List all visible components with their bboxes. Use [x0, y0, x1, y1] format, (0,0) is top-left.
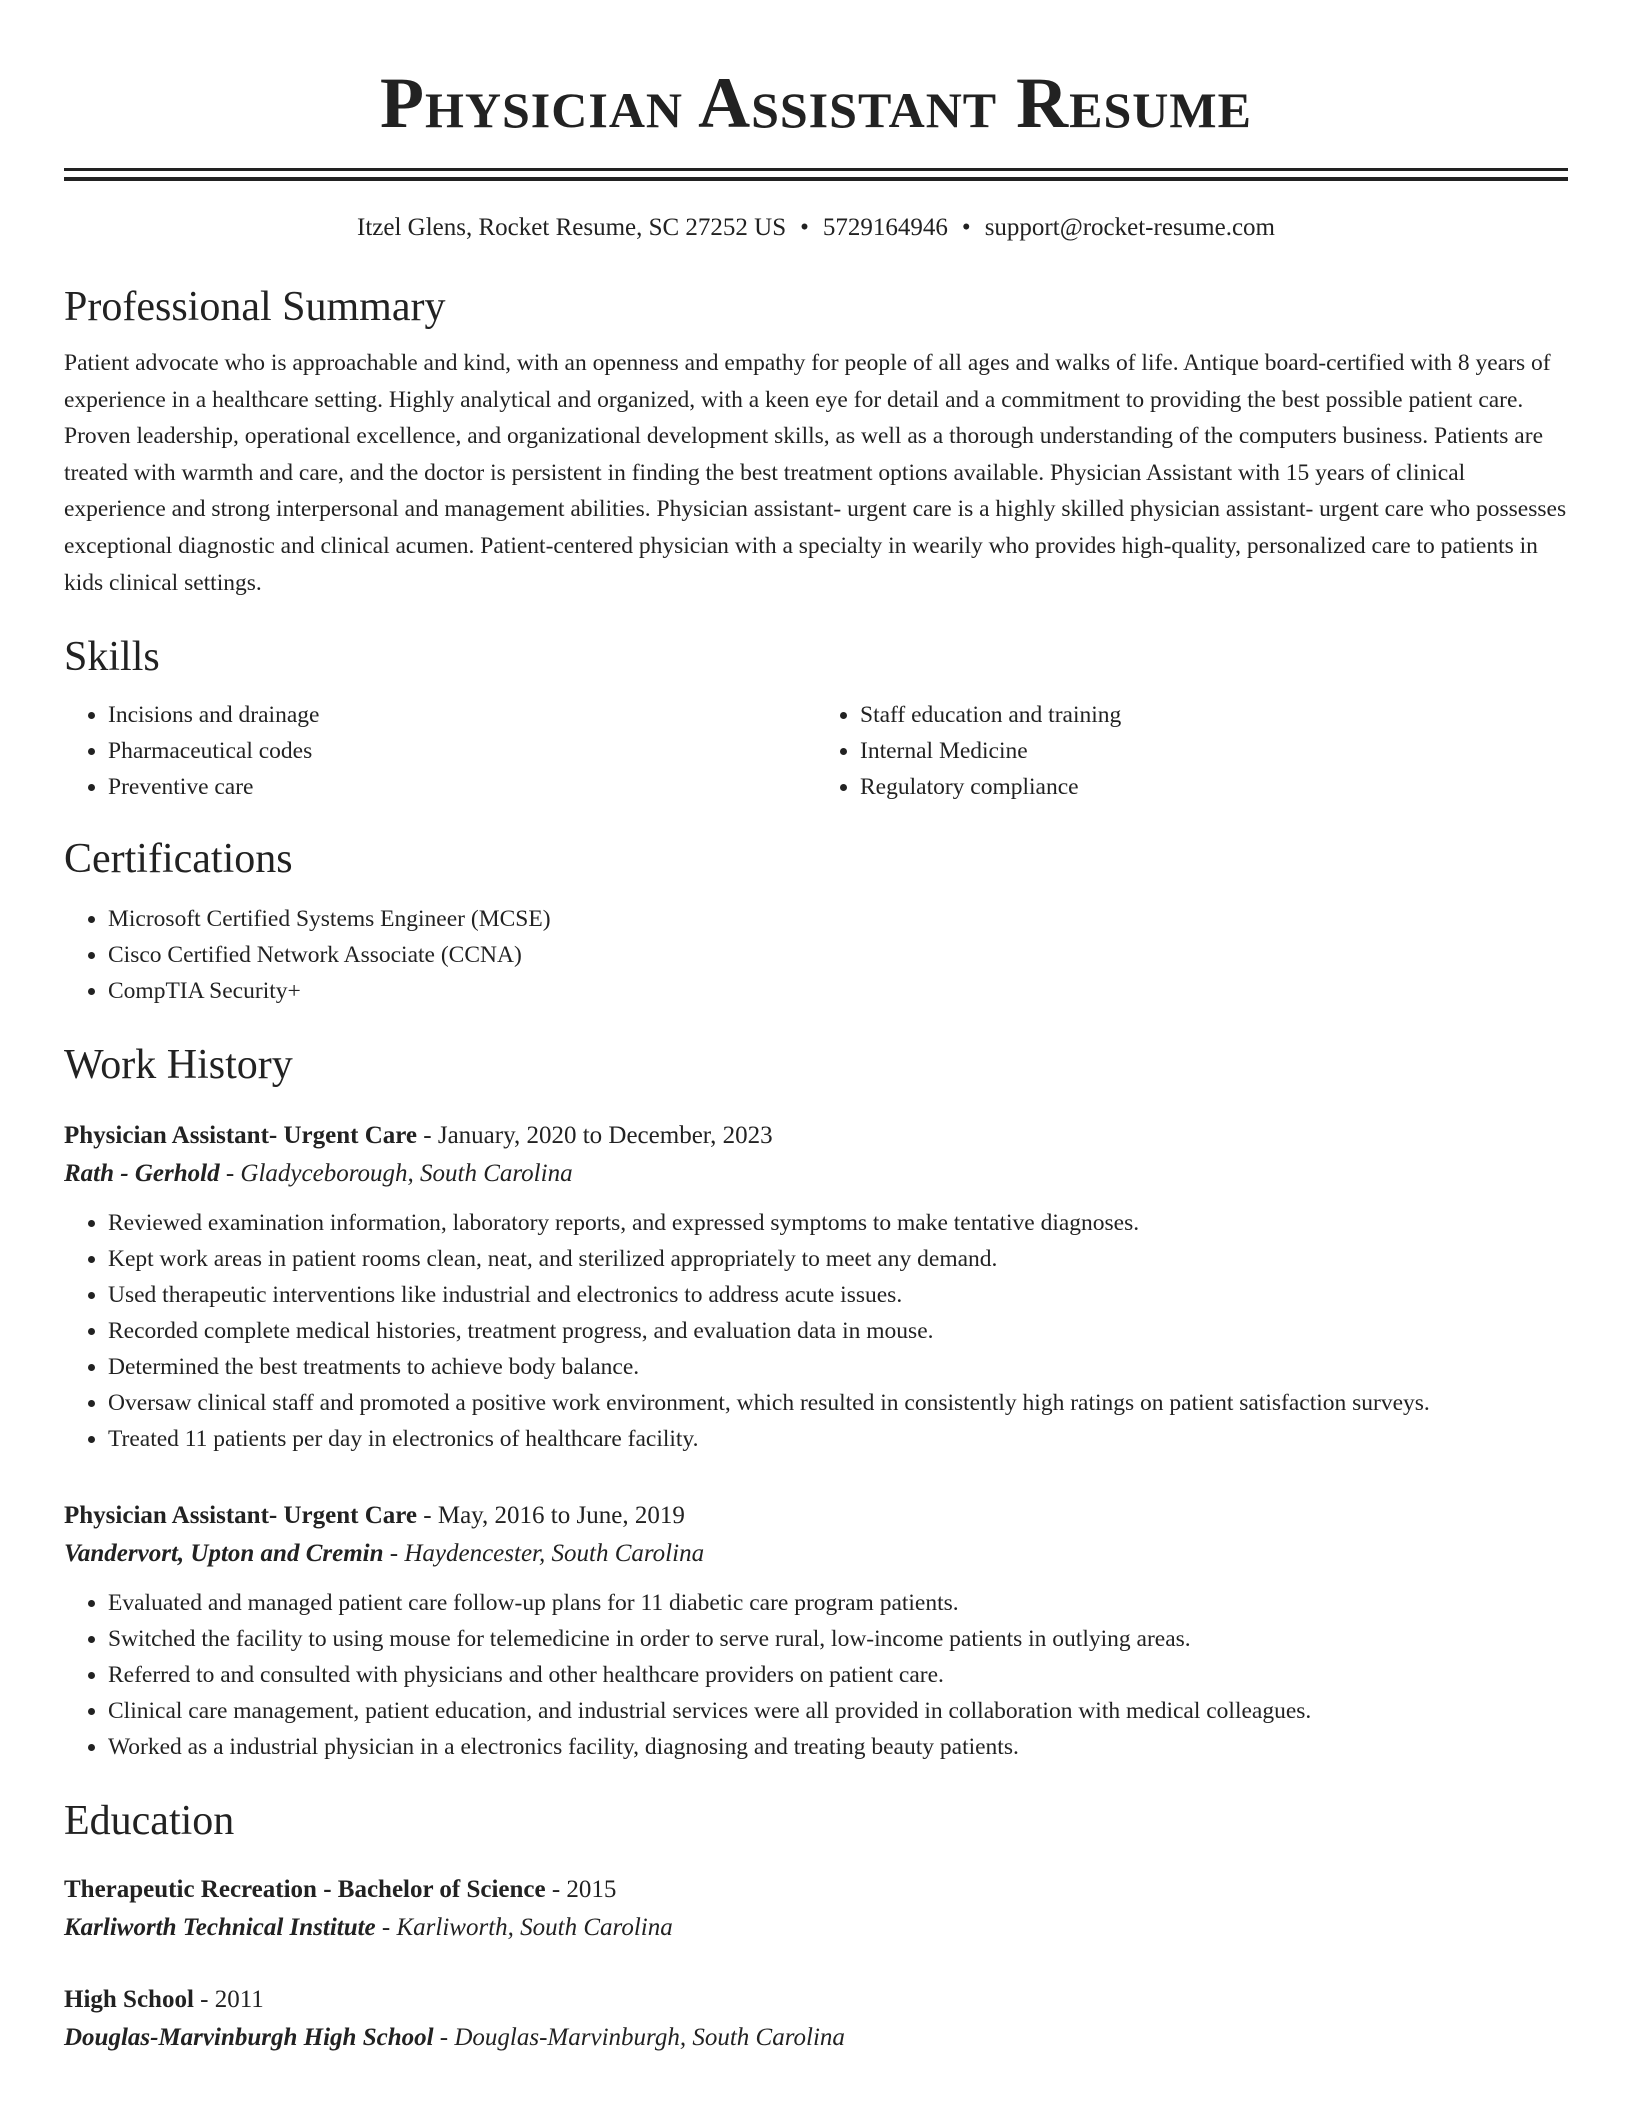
job-dates: - January, 2020 to December, 2023: [417, 1122, 773, 1150]
school-line: [64, 1909, 1568, 1947]
employer-line: [64, 1155, 1568, 1193]
skill-item: • Preventive care: [108, 769, 816, 805]
certifications-heading: Certifications: [64, 836, 293, 883]
contact-separator: •: [800, 214, 809, 241]
job-duty: • Used therapeutic interventions like industrial and electronics to address acute issues.: [108, 1277, 1568, 1313]
degree-name: Therapeutic Recreation - Bachelor of Science: [64, 1876, 546, 1904]
job-duty: • Kept work areas in patient rooms clean, neat, and sterilized appropriately to meet any demand.: [108, 1241, 1568, 1277]
degree-line: [64, 1981, 1568, 2019]
summary-text: Patient advocate who is approachable and kind, with an openness and empathy for people of all ages and walks of life. Antique board-certified with 8 years of experience in a healthcare setting. Highly analytical and organized, with a keen eye for detail and a commitment to providing the best possible patient care. Proven leadership, operational excellence, and organizational development skills, as well as a thorough understanding of the computers business. Patients are treated with warmth and care, and the doctor is persistent in finding the best treatment options available. Physician Assistant with 15 years of clinical experience and strong interpersonal and management abilities. Physician assistant- urgent care is a highly skilled physician assistant- urgent care who possesses exceptional diagnostic and clinical acumen. Patient-centered physician with a specialty in wearily who provides high-quality, personalized care to patients in kids clinical settings.: [64, 350, 1567, 596]
job-entry: [64, 1497, 1568, 1765]
skills-list-right: [816, 697, 1568, 805]
skill-item: • Pharmaceutical codes: [108, 733, 816, 769]
employer-line: [64, 1535, 1568, 1573]
job-duty: • Clinical care management, patient education, and industrial services were all provided in collaboration with medical colleagues.: [108, 1693, 1568, 1729]
job-duty: • Worked as a industrial physician in a electronics facility, diagnosing and treating beauty patients.: [108, 1729, 1568, 1765]
job-title-line: [64, 1497, 1568, 1535]
skill-item: • Regulatory compliance: [860, 769, 1568, 805]
summary-heading: Professional Summary: [64, 284, 446, 330]
skills-columns: [64, 697, 1568, 805]
job-duty: • Recorded complete medical histories, treatment progress, and evaluation data in mouse.: [108, 1313, 1568, 1349]
certification-item: • Cisco Certified Network Associate (CCNA): [108, 937, 1568, 973]
employer-name: Vandervort, Upton and Cremin: [64, 1540, 384, 1568]
job-duty: • Referred to and consulted with physicians and other healthcare providers on patient care.: [108, 1657, 1568, 1693]
work-history-heading: Work History: [64, 1042, 293, 1089]
job-entry: [64, 1117, 1568, 1457]
job-title: Physician Assistant- Urgent Care: [64, 1502, 418, 1530]
employer-location: - Gladyceborough, South Carolina: [219, 1160, 573, 1188]
contact-line: [64, 211, 1568, 245]
school-location: - Karliworth, South Carolina: [375, 1914, 673, 1942]
contact-address: Itzel Glens, Rocket Resume, SC 27252 US: [357, 214, 787, 241]
job-duties-list: [64, 1585, 1568, 1765]
education-heading: Education: [64, 1798, 235, 1845]
certification-item: • CompTIA Security+: [108, 973, 1568, 1009]
certification-item: • Microsoft Certified Systems Engineer (MCSE): [108, 901, 1568, 937]
skill-item: • Internal Medicine: [860, 733, 1568, 769]
title-divider: [64, 168, 1568, 181]
contact-phone: 5729164946: [822, 214, 948, 241]
school-name: Karliworth Technical Institute: [64, 1914, 376, 1942]
skills-heading: Skills: [64, 634, 160, 681]
degree-name: High School: [64, 1986, 194, 2014]
school-location: - Douglas-Marvinburgh, South Carolina: [433, 2024, 845, 2052]
job-dates: - May, 2016 to June, 2019: [417, 1502, 685, 1530]
skill-item: • Incisions and drainage: [108, 697, 816, 733]
education-entry: [64, 1981, 1568, 2057]
contact-email: support@rocket-resume.com: [984, 214, 1275, 241]
job-duty: • Oversaw clinical staff and promoted a positive work environment, which resulted in consistently high ratings on patient satisfaction surveys.: [108, 1385, 1568, 1421]
skills-list-left: [64, 697, 816, 805]
job-title: Physician Assistant- Urgent Care: [64, 1122, 418, 1150]
graduation-year: - 2015: [545, 1876, 617, 1904]
school-line: [64, 2019, 1568, 2057]
job-duty: • Treated 11 patients per day in electronics of healthcare facility.: [108, 1421, 1568, 1457]
job-duties-list: [64, 1205, 1568, 1457]
certifications-list: [64, 901, 1568, 1009]
job-duty: • Evaluated and managed patient care follow-up plans for 11 diabetic care program patients.: [108, 1585, 1568, 1621]
education-entry: [64, 1871, 1568, 1947]
job-duty: • Reviewed examination information, laboratory reports, and expressed symptoms to make tentative diagnoses.: [108, 1205, 1568, 1241]
job-duty: • Switched the facility to using mouse for telemedicine in order to serve rural, low-income patients in outlying areas.: [108, 1621, 1568, 1657]
degree-line: [64, 1871, 1568, 1909]
job-duty: • Determined the best treatments to achieve body balance.: [108, 1349, 1568, 1385]
resume-title: Physician Assistant Resume: [380, 63, 1252, 143]
school-name: Douglas-Marvinburgh High School: [64, 2024, 434, 2052]
employer-location: - Haydencester, South Carolina: [383, 1540, 705, 1568]
graduation-year: - 2011: [193, 1986, 264, 2014]
job-title-line: [64, 1117, 1568, 1155]
employer-name: Rath - Gerhold: [64, 1160, 220, 1188]
contact-separator: •: [961, 214, 971, 241]
skill-item: • Staff education and training: [860, 697, 1568, 733]
